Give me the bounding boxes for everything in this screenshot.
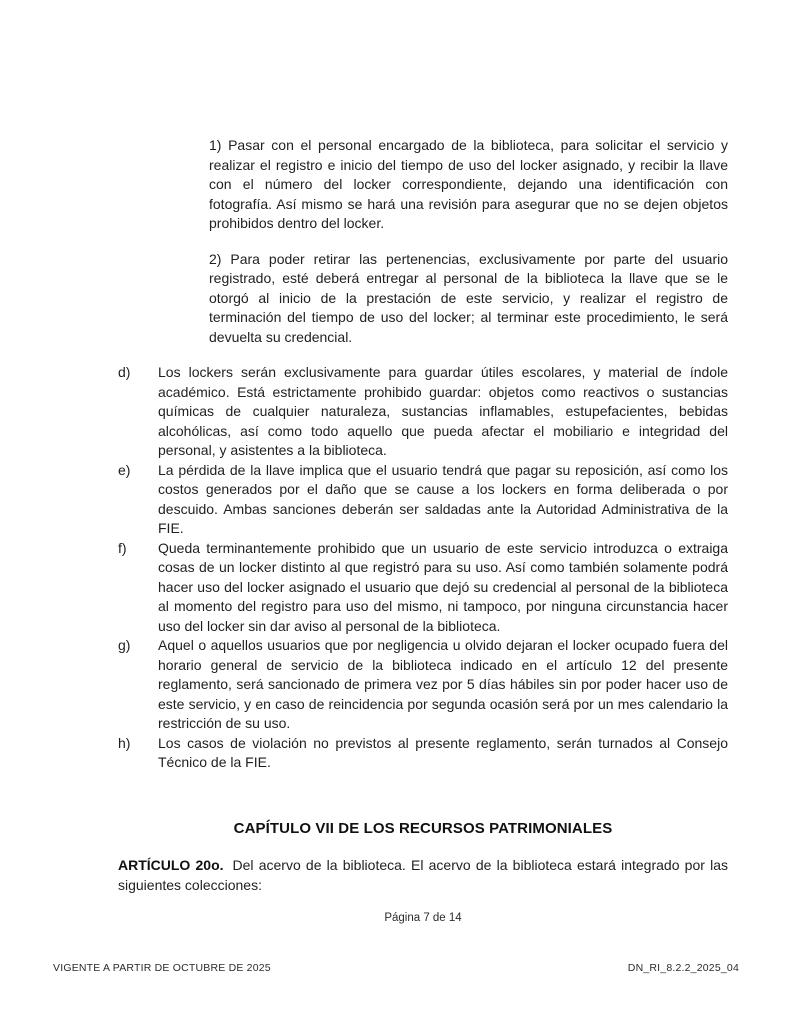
list-item-text: Aquel o aquellos usuarios que por negligencia u olvido dejaran el locker ocupado fuera del horario general de servicio de la biblioteca indicado en el artículo 12 del presente reglamento, será sancionado de primera vez por 5 días hábiles sin por poder hacer uso de este servicio, y en caso de reincidencia por segunda ocasión será por un mes calendario la restricción de su uso. bbox=[158, 637, 728, 731]
list-item-label: g) bbox=[118, 637, 131, 653]
page-footer bbox=[0, 961, 791, 975]
list-item-label: d) bbox=[118, 364, 131, 380]
list-item-e bbox=[118, 461, 728, 539]
list-item-f bbox=[118, 539, 728, 637]
chapter-heading: CAPÍTULO VII DE LOS RECURSOS PATRIMONIALES bbox=[233, 819, 613, 837]
footer-validity-text: VIGENTE A PARTIR DE OCTUBRE DE 2025 bbox=[53, 962, 271, 974]
lettered-list bbox=[118, 363, 728, 773]
list-item-d bbox=[118, 363, 728, 461]
footer-doc-code: DN_RI_8.2.2_2025_04 bbox=[627, 962, 739, 974]
article-label: ARTÍCULO 20o. bbox=[118, 857, 224, 873]
list-item-label: e) bbox=[118, 461, 131, 478]
numbered-paragraph-2: 2) Para poder retirar las pertenencias, exclusivamente por parte del usuario registrado, esté deberá entregar al personal de la biblioteca la llave que se le otorgó al inicio de la prestación de este servicio, y realizar el registro de terminación del tiempo de uso del locker; al terminar este procedimiento, le será devuelta su credencial. bbox=[209, 250, 728, 345]
list-item-label: f) bbox=[118, 539, 127, 556]
list-item-g bbox=[118, 636, 728, 734]
list-item-text: Los lockers serán exclusivamente para guardar útiles escolares, y material de índole académico. Está estrictamente prohibido guardar: objetos como reactivos o sustancias químicas de cualquier naturaleza, sustancias inflamables, estupefacientes, bebidas alcohólicas, así como todo aquello que pueda afectar el mobiliario e integridad del personal, y asistentes a la biblioteca. bbox=[158, 364, 728, 458]
article-paragraph bbox=[118, 856, 728, 895]
list-item-label: h) bbox=[118, 734, 131, 751]
list-item-h bbox=[118, 734, 728, 773]
page-number: Página 7 de 14 bbox=[384, 912, 462, 924]
article-text: Del acervo de la biblioteca. El acervo de la biblioteca estará integrado por las siguientes colecciones: bbox=[118, 857, 728, 893]
numbered-paragraph-1: 1) Pasar con el personal encargado de la biblioteca, para solicitar el servicio y realizar el registro e inicio del tiempo de uso del locker asignado, y recibir la llave con el número del locker correspondiente, dejando una identificación con fotografía. Así mismo se hará una revisión para asegurar que no se dejen objetos prohibidos dentro del locker. bbox=[209, 137, 728, 231]
list-item-text: Los casos de violación no previstos al presente reglamento, serán turnados al Consejo Técnico de la FIE. bbox=[158, 734, 728, 770]
list-item-text: La pérdida de la llave implica que el usuario tendrá que pagar su reposición, así como los costos generados por el daño que se cause a los lockers en forma deliberada o por descuido. Ambas sanciones deberán ser saldadas ante la Autoridad Administrativa de la FIE. bbox=[158, 461, 728, 536]
list-item-text: Queda terminantemente prohibido que un usuario de este servicio introduzca o extraiga cosas de un locker distinto al que registró para su uso. Así como también solamente podrá hacer uso del locker asignado el usuario que dejó su credencial al personal de la biblioteca al momento del registro para uso del mismo, ni tampoco, por ninguna circunstancia hacer uso del locker sin dar aviso al personal de la biblioteca. bbox=[158, 539, 728, 634]
